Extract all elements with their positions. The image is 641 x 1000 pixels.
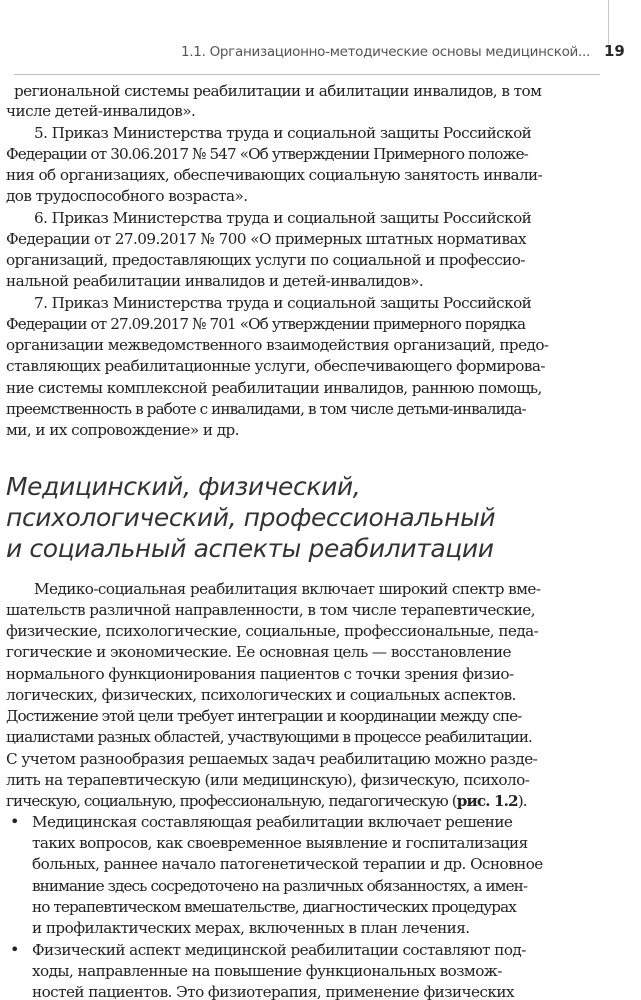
text-line: больных, раннее начало патогенетической терапии и др. Основное (32, 855, 543, 873)
text-line: организации межведомственного взаимодействия организаций, предо- (6, 336, 549, 354)
text-line: Физический аспект медицинской реабилитации составляют под- (32, 941, 526, 959)
text-line: нормального функционирования пациентов с точки зрения физио- (6, 665, 514, 683)
text-line: 7. Приказ Министерства труда и социальной защиты Российской (34, 294, 532, 312)
text-line: Федерации от 27.09.2017 № 700 «О примерных штатных нормативах (6, 230, 526, 248)
text-line: 5. Приказ Министерства труда и социальной защиты Российской (34, 124, 532, 142)
body-last-line-text: гическую, социальную, профессиональную, педагогическую ( (6, 792, 457, 810)
page-corner-rule (608, 0, 609, 44)
text-line: Федерации от 27.09.2017 № 701 «Об утверждении примерного порядка (6, 315, 526, 333)
text-line: ставляющих реабилитационные услуги, обеспечивающего формирова- (6, 357, 545, 375)
text-line (6, 791, 638, 812)
text-line: ми, и их сопровождение» и др. (6, 421, 239, 439)
text-line: дов трудоспособного возраста». (6, 187, 248, 205)
text-line: и профилактических мерах, включенных в план лечения. (32, 919, 470, 937)
text-line: ходы, направленные на повышение функциональных возмож- (32, 962, 502, 980)
text-line: гогические и экономические. Ее основная цель — восстановление (6, 643, 511, 661)
text-line: региональной системы реабилитации и абилитации инвалидов, в том (14, 82, 542, 100)
text-line: шательств различной направленности, в том числе терапевтические, (6, 601, 536, 619)
bullet-icon: • (10, 940, 20, 959)
text-line: числе детей-инвалидов». (6, 102, 196, 120)
text-line: 6. Приказ Министерства труда и социальной защиты Российской (34, 209, 532, 227)
running-header-title: 1.1. Организационно-методические основы медицинской... (181, 44, 590, 60)
text-line: Федерации от 30.06.2017 № 547 «Об утверждении Примерного положе- (6, 145, 528, 163)
text-line: организаций, предоставляющих услуги по социальной и профессио- (6, 251, 525, 269)
text-line: таких вопросов, как своевременное выявление и госпитализация (32, 834, 528, 852)
page-number: 19 (604, 42, 625, 60)
text-line: внимание здесь сосредоточено на различных обязанностях, а имен- (32, 877, 528, 895)
text-line: логических, физических, психологических и социальных аспектов. (6, 686, 516, 704)
text-line: циалистами разных областей, участвующими в процессе реабилитации. (6, 728, 532, 746)
section-heading-line: и социальный аспекты реабилитации (6, 534, 494, 563)
body-last-line-tail: ). (517, 792, 527, 810)
text-line: Достижение этой цели требует интеграции и координации между спе- (6, 707, 522, 725)
text-line: С учетом разнообразия решаемых задач реабилитацию можно разде- (6, 750, 538, 768)
bullet-icon: • (10, 812, 20, 831)
text-line: нальной реабилитации инвалидов и детей-инвалидов». (6, 272, 424, 290)
section-heading-line: психологический, профессиональный (6, 503, 496, 532)
text-line: ние системы комплексной реабилитации инвалидов, раннюю помощь, (6, 379, 542, 397)
header-divider (14, 74, 600, 75)
section-heading-line: Медицинский, физический, (6, 472, 361, 501)
text-line: ния об организациях, обеспечивающих социальную занятость инвали- (6, 166, 543, 184)
figure-reference: рис. 1.2 (456, 792, 518, 810)
text-line: Медицинская составляющая реабилитации включает решение (32, 813, 513, 831)
text-line: физические, психологические, социальные, профессиональные, педа- (6, 622, 539, 640)
text-line: ностей пациентов. Это физиотерапия, применение физических (32, 983, 514, 1000)
text-line: лить на терапевтическую (или медицинскую), физическую, психоло- (6, 771, 530, 789)
text-line: Медико-социальная реабилитация включает широкий спектр вме- (34, 580, 541, 598)
text-line: преемственность в работе с инвалидами, в том числе детьми-инвалида- (6, 400, 526, 418)
text-line: но терапевтическом вмешательстве, диагностических процедурах (32, 898, 516, 916)
